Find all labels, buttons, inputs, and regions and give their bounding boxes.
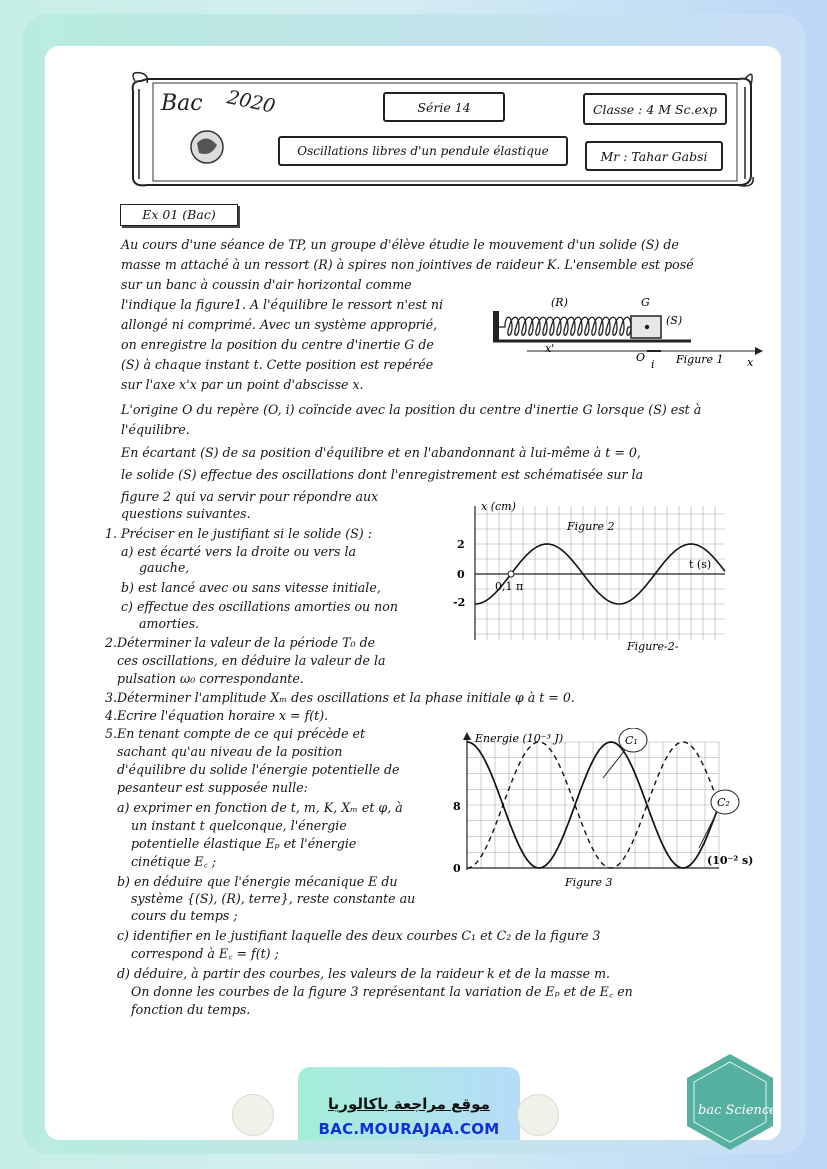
q4-number: 4. bbox=[104, 708, 117, 723]
q5-number: 5. bbox=[104, 726, 117, 741]
q3-number: 3. bbox=[104, 690, 117, 705]
c2-pointer bbox=[699, 812, 717, 848]
figure3-chart bbox=[443, 728, 763, 894]
figure3-ylabel: Energie (10⁻³ J) bbox=[475, 732, 564, 745]
q5-a-line: potentielle élastique Eₚ et l'énergie bbox=[131, 836, 357, 851]
intro-line: (S) à chaque instant t. Cette position est repérée bbox=[121, 357, 434, 372]
intro-line: questions suivantes. bbox=[121, 506, 251, 521]
unit-vector-label: i bbox=[651, 358, 655, 371]
figure2-chart bbox=[445, 498, 727, 653]
intro-line: sur l'axe x'x par un point d'abscisse x. bbox=[121, 377, 364, 392]
teacher-box: Mr : Tahar Gabsi bbox=[585, 141, 723, 171]
q5-a-line: a) exprimer en fonction de t, m, K, Xₘ et φ, à bbox=[117, 800, 403, 815]
q5-line: d'équilibre du solide l'énergie potentielle de bbox=[117, 762, 400, 777]
q5-d-line: fonction du temps. bbox=[131, 1002, 251, 1017]
q2-line3: pulsation ω₀ correspondante. bbox=[117, 671, 304, 686]
figure3-ytick: 8 bbox=[453, 800, 461, 813]
q5-line: pesanteur est supposée nulle: bbox=[117, 780, 308, 795]
intro-line: l'indique la figure1. A l'équilibre le ressort n'est ni bbox=[121, 297, 444, 312]
intro-line: sur un banc à coussin d'air horizontal comme bbox=[121, 277, 412, 292]
intro-line: L'origine O du repère (O, i) coïncide avec la position du centre d'inertie G lorsque (S) est à bbox=[121, 402, 702, 417]
worksheet-page bbox=[45, 46, 781, 1140]
q1-c-line2: amorties. bbox=[139, 616, 200, 631]
figure2-ytick: -2 bbox=[453, 596, 466, 609]
q1-a-line2: gauche, bbox=[139, 560, 190, 575]
exercise-title: Ex 01 (Bac) bbox=[120, 204, 238, 226]
q1-text: Préciser en le justifiant si le solide (S) : bbox=[121, 526, 372, 541]
c2-label: C₂ bbox=[717, 796, 730, 809]
q2-line2: ces oscillations, en déduire la valeur de la bbox=[117, 653, 386, 668]
figure2-ytick: 0 bbox=[457, 568, 465, 581]
x-prime-label: x' bbox=[545, 342, 555, 355]
wall bbox=[493, 311, 499, 341]
x-label: x bbox=[747, 356, 754, 369]
series-box: Série 14 bbox=[383, 92, 505, 122]
q1-number: 1. bbox=[104, 526, 117, 541]
q4-text: Ecrire l'équation horaire x = f(t). bbox=[117, 708, 329, 723]
intro-line: on enregistre la position du centre d'inertie G de bbox=[121, 337, 434, 352]
spring bbox=[499, 317, 631, 335]
figure2-title: Figure 2 bbox=[567, 520, 615, 533]
figure3-ytick: 0 bbox=[453, 862, 461, 875]
right-logo-icon bbox=[517, 1094, 559, 1136]
q2-line1: Déterminer la valeur de la période T₀ de bbox=[117, 635, 376, 650]
figure2-ylabel: x (cm) bbox=[481, 500, 516, 513]
q5-b-line: b) en déduire que l'énergie mécanique E du bbox=[117, 874, 398, 889]
intro-line: figure 2 qui va servir pour répondre aux bbox=[121, 489, 379, 504]
x-axis-arrow-icon bbox=[755, 347, 763, 355]
figure1-diagram bbox=[491, 296, 767, 376]
q3-text: Déterminer l'amplitude Xₘ des oscillations et la phase initiale φ à t = 0. bbox=[117, 690, 575, 705]
intro-line: allongé ni comprimé. Avec un système approprié, bbox=[121, 317, 438, 332]
solid-label: (S) bbox=[666, 314, 683, 327]
q5-b-line: système {(S), (R), terre}, reste constante au bbox=[131, 891, 416, 906]
q5-c-line: correspond à E꜀ = f(t) ; bbox=[131, 946, 279, 961]
figure2-caption: Figure-2- bbox=[627, 640, 679, 653]
q5-d-line: d) déduire, à partir des courbes, les valeurs de la raideur k et de la masse m. bbox=[117, 966, 611, 981]
figure3-title: Figure 3 bbox=[565, 876, 613, 889]
q5-c-line: c) identifier en le justifiant laquelle des deux courbes C₁ et C₂ de la figure 3 bbox=[117, 928, 601, 943]
figure2-xtick: 0,1 π bbox=[495, 580, 524, 593]
q5-a-line: cinétique E꜀ ; bbox=[131, 854, 217, 869]
footer-url-link[interactable]: BAC.MOURAJAA.COM bbox=[318, 1120, 500, 1138]
q5-a-line: un instant t quelconque, l'énergie bbox=[131, 818, 347, 833]
footer-banner bbox=[298, 1067, 520, 1140]
origin-label: O bbox=[636, 351, 646, 364]
g-label: G bbox=[641, 296, 650, 309]
figure2-ytick: 2 bbox=[457, 538, 465, 551]
q1-a-line1: a) est écarté vers la droite ou vers la bbox=[121, 544, 357, 559]
q1-b: b) est lancé avec ou sans vitesse initiale, bbox=[121, 580, 381, 595]
q5-b-line: cours du temps ; bbox=[131, 908, 238, 923]
logo-text: bac Science bbox=[698, 1103, 777, 1118]
figure1-caption: Figure 1 bbox=[676, 353, 724, 366]
intro-line: le solide (S) effectue des oscillations dont l'enregistrement est schématisée sur la bbox=[121, 467, 644, 482]
left-logo-icon bbox=[232, 1094, 274, 1136]
q5-line: sachant qu'au niveau de la position bbox=[117, 744, 343, 759]
q5-d-line: On donne les courbes de la figure 3 représentant la variation de Eₚ et de E꜀ en bbox=[131, 984, 633, 999]
year-label: 2020 bbox=[225, 86, 278, 118]
intro-line: masse m attaché à un ressort (R) à spires non jointives de raideur K. L'ensemble est posé bbox=[121, 257, 694, 272]
q1-c-line1: c) effectue des oscillations amorties ou non bbox=[121, 599, 398, 614]
bac-science-logo bbox=[680, 1052, 780, 1152]
q5-line: En tenant compte de ce qui précède et bbox=[117, 726, 366, 741]
intro-line: l'équilibre. bbox=[121, 422, 190, 437]
topic-box: Oscillations libres d'un pendule élastique bbox=[278, 136, 568, 166]
inertia-center bbox=[645, 325, 649, 329]
intro-line: En écartant (S) de sa position d'équilibre et en l'abandonnant à lui-même à t = 0, bbox=[121, 445, 641, 460]
c1-label: C₁ bbox=[625, 734, 638, 747]
class-box: Classe : 4 M Sc.exp bbox=[583, 93, 727, 125]
footer-arabic-link[interactable]: موقع مراجعة باكالوريا bbox=[328, 1095, 490, 1113]
figure3-y-arrow-icon bbox=[463, 732, 471, 740]
q2-number: 2. bbox=[104, 635, 117, 650]
figure2-tick-marker bbox=[508, 571, 514, 577]
header-scroll bbox=[127, 67, 757, 189]
bac-label: Bac bbox=[161, 91, 203, 116]
intro-line: Au cours d'une séance de TP, un groupe d'élève étudie le mouvement d'un solide (S) de bbox=[121, 237, 679, 252]
figure3-xlabel: (10⁻² s) bbox=[707, 854, 754, 867]
spring-label: (R) bbox=[551, 296, 568, 309]
figure2-xlabel: t (s) bbox=[689, 558, 712, 571]
